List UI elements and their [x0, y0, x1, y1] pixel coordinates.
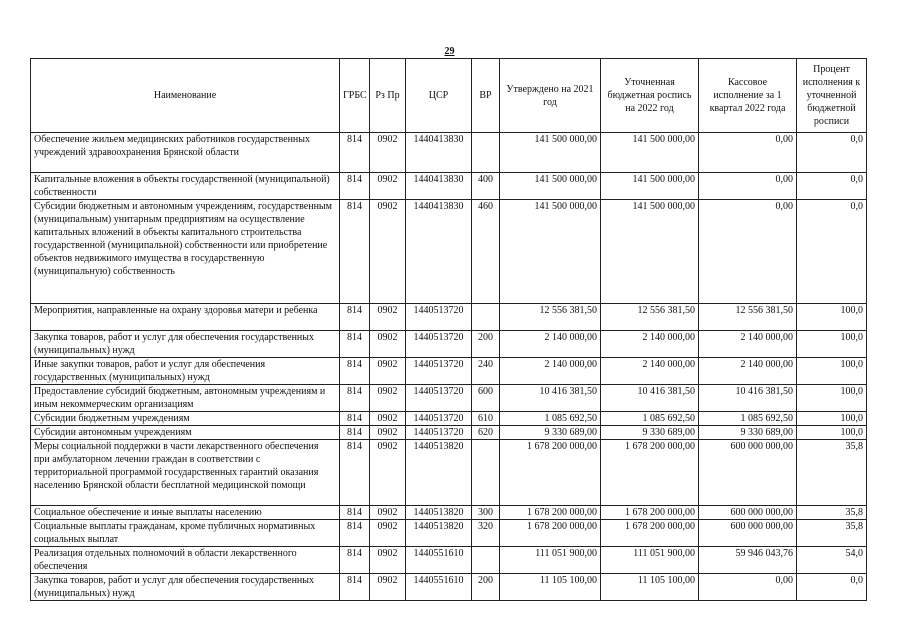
cell-rzpr: 0902	[370, 440, 406, 506]
table-header-row	[31, 59, 867, 133]
budget-execution-table	[30, 58, 867, 601]
cell-approved: 141 500 000,00	[500, 200, 601, 304]
cell-csr: 1440513820	[406, 520, 472, 547]
cell-csr: 1440551610	[406, 547, 472, 574]
cell-rzpr: 0902	[370, 506, 406, 520]
cell-refined: 9 330 689,00	[601, 426, 699, 440]
cell-csr: 1440513720	[406, 331, 472, 358]
cell-rzpr: 0902	[370, 520, 406, 547]
header-name: Наименование	[31, 59, 340, 133]
table-row	[31, 506, 867, 520]
cell-vr	[472, 133, 500, 173]
cell-approved: 141 500 000,00	[500, 133, 601, 173]
cell-cash: 1 085 692,50	[699, 412, 797, 426]
cell-grbs: 814	[340, 200, 370, 304]
cell-percent: 100,0	[797, 385, 867, 412]
cell-refined: 11 105 100,00	[601, 574, 699, 601]
cell-refined: 12 556 381,50	[601, 304, 699, 331]
cell-refined: 2 140 000,00	[601, 331, 699, 358]
cell-vr: 200	[472, 331, 500, 358]
cell-rzpr: 0902	[370, 385, 406, 412]
cell-vr: 300	[472, 506, 500, 520]
cell-grbs: 814	[340, 547, 370, 574]
table-row	[31, 358, 867, 385]
cell-rzpr: 0902	[370, 547, 406, 574]
cell-cash: 600 000 000,00	[699, 440, 797, 506]
cell-grbs: 814	[340, 440, 370, 506]
table-row	[31, 385, 867, 412]
cell-cash: 10 416 381,50	[699, 385, 797, 412]
cell-rzpr: 0902	[370, 304, 406, 331]
header-percent: Процент исполнения к уточненной бюджетной росписи	[797, 59, 867, 133]
cell-cash: 2 140 000,00	[699, 358, 797, 385]
cell-grbs: 814	[340, 173, 370, 200]
cell-csr: 1440413830	[406, 133, 472, 173]
cell-grbs: 814	[340, 520, 370, 547]
cell-approved: 111 051 900,00	[500, 547, 601, 574]
cell-refined: 141 500 000,00	[601, 173, 699, 200]
cell-name: Капитальные вложения в объекты государственной (муниципальной) собственности	[31, 173, 340, 200]
cell-percent: 100,0	[797, 426, 867, 440]
cell-vr	[472, 547, 500, 574]
cell-percent: 100,0	[797, 358, 867, 385]
cell-vr: 320	[472, 520, 500, 547]
header-cash: Кассовое исполнение за 1 квартал 2022 года	[699, 59, 797, 133]
cell-refined: 1 678 200 000,00	[601, 520, 699, 547]
cell-csr: 1440413830	[406, 200, 472, 304]
cell-name: Субсидии бюджетным учреждениям	[31, 412, 340, 426]
table-row	[31, 520, 867, 547]
cell-approved: 1 678 200 000,00	[500, 520, 601, 547]
cell-vr: 620	[472, 426, 500, 440]
cell-csr: 1440513720	[406, 426, 472, 440]
cell-refined: 10 416 381,50	[601, 385, 699, 412]
cell-cash: 2 140 000,00	[699, 331, 797, 358]
cell-refined: 1 085 692,50	[601, 412, 699, 426]
cell-cash: 600 000 000,00	[699, 520, 797, 547]
cell-cash: 0,00	[699, 173, 797, 200]
cell-name: Закупка товаров, работ и услуг для обеспечения государственных (муниципальных) нужд	[31, 574, 340, 601]
table-row	[31, 173, 867, 200]
cell-approved: 11 105 100,00	[500, 574, 601, 601]
table-row	[31, 426, 867, 440]
cell-refined: 141 500 000,00	[601, 133, 699, 173]
cell-approved: 1 678 200 000,00	[500, 506, 601, 520]
cell-grbs: 814	[340, 133, 370, 173]
cell-percent: 100,0	[797, 331, 867, 358]
cell-cash: 0,00	[699, 133, 797, 173]
cell-cash: 9 330 689,00	[699, 426, 797, 440]
cell-refined: 141 500 000,00	[601, 200, 699, 304]
cell-refined: 1 678 200 000,00	[601, 440, 699, 506]
cell-vr: 400	[472, 173, 500, 200]
cell-approved: 2 140 000,00	[500, 358, 601, 385]
cell-percent: 35,8	[797, 440, 867, 506]
cell-rzpr: 0902	[370, 133, 406, 173]
cell-grbs: 814	[340, 358, 370, 385]
cell-csr: 1440513820	[406, 506, 472, 520]
cell-csr: 1440513720	[406, 358, 472, 385]
header-grbs: ГРБС	[340, 59, 370, 133]
cell-vr	[472, 304, 500, 331]
cell-csr: 1440513820	[406, 440, 472, 506]
header-refined: Уточненная бюджетная роспись на 2022 год	[601, 59, 699, 133]
cell-percent: 54,0	[797, 547, 867, 574]
cell-refined: 2 140 000,00	[601, 358, 699, 385]
table-row	[31, 200, 867, 304]
cell-name: Реализация отдельных полномочий в области лекарственного обеспечения	[31, 547, 340, 574]
table-row	[31, 440, 867, 506]
cell-rzpr: 0902	[370, 331, 406, 358]
cell-rzpr: 0902	[370, 358, 406, 385]
cell-name: Субсидии автономным учреждениям	[31, 426, 340, 440]
cell-vr: 610	[472, 412, 500, 426]
cell-csr: 1440551610	[406, 574, 472, 601]
cell-rzpr: 0902	[370, 574, 406, 601]
cell-percent: 0,0	[797, 574, 867, 601]
cell-approved: 12 556 381,50	[500, 304, 601, 331]
cell-approved: 2 140 000,00	[500, 331, 601, 358]
cell-percent: 35,8	[797, 520, 867, 547]
cell-name: Социальное обеспечение и иные выплаты населению	[31, 506, 340, 520]
cell-csr: 1440513720	[406, 385, 472, 412]
cell-percent: 0,0	[797, 173, 867, 200]
cell-percent: 100,0	[797, 304, 867, 331]
table-row	[31, 547, 867, 574]
header-rzpr: Рз Пр	[370, 59, 406, 133]
cell-name: Обеспечение жильем медицинских работников государственных учреждений здравоохранения Брянской области	[31, 133, 340, 173]
cell-grbs: 814	[340, 331, 370, 358]
cell-vr: 200	[472, 574, 500, 601]
cell-percent: 100,0	[797, 412, 867, 426]
cell-csr: 1440413830	[406, 173, 472, 200]
cell-vr: 240	[472, 358, 500, 385]
cell-name: Закупка товаров, работ и услуг для обеспечения государственных (муниципальных) нужд	[31, 331, 340, 358]
cell-grbs: 814	[340, 304, 370, 331]
cell-name: Субсидии бюджетным и автономным учреждениям, государственным (муниципальным) унитарным предприятиям на осуществление капитальных вложений в объекты капитального строительства государственной (муниципальной) собственности или приобретение объектов недвижимого имущества в государственную (муниципальную) собственность	[31, 200, 340, 304]
cell-rzpr: 0902	[370, 173, 406, 200]
cell-approved: 141 500 000,00	[500, 173, 601, 200]
cell-refined: 1 678 200 000,00	[601, 506, 699, 520]
cell-vr: 600	[472, 385, 500, 412]
cell-percent: 0,0	[797, 200, 867, 304]
cell-grbs: 814	[340, 385, 370, 412]
cell-approved: 1 085 692,50	[500, 412, 601, 426]
cell-approved: 10 416 381,50	[500, 385, 601, 412]
cell-rzpr: 0902	[370, 412, 406, 426]
cell-refined: 111 051 900,00	[601, 547, 699, 574]
cell-percent: 0,0	[797, 133, 867, 173]
cell-csr: 1440513720	[406, 304, 472, 331]
cell-vr	[472, 440, 500, 506]
cell-grbs: 814	[340, 412, 370, 426]
header-approved: Утверждено на 2021 год	[500, 59, 601, 133]
cell-cash: 600 000 000,00	[699, 506, 797, 520]
cell-cash: 0,00	[699, 574, 797, 601]
cell-approved: 1 678 200 000,00	[500, 440, 601, 506]
cell-percent: 35,8	[797, 506, 867, 520]
cell-name: Меры социальной поддержки в части лекарственного обеспечения при амбулаторном лечении граждан в соответствии с территориальной программой государственных гарантий оказания населению Брянской области бесплатной медицинской помощи	[31, 440, 340, 506]
table-row	[31, 574, 867, 601]
cell-cash: 59 946 043,76	[699, 547, 797, 574]
cell-grbs: 814	[340, 574, 370, 601]
table-row	[31, 412, 867, 426]
cell-rzpr: 0902	[370, 200, 406, 304]
cell-name: Иные закупки товаров, работ и услуг для обеспечения государственных (муниципальных) нужд	[31, 358, 340, 385]
cell-grbs: 814	[340, 506, 370, 520]
table-row	[31, 304, 867, 331]
cell-name: Мероприятия, направленные на охрану здоровья матери и ребенка	[31, 304, 340, 331]
cell-grbs: 814	[340, 426, 370, 440]
header-csr: ЦСР	[406, 59, 472, 133]
cell-csr: 1440513720	[406, 412, 472, 426]
cell-vr: 460	[472, 200, 500, 304]
table-row	[31, 331, 867, 358]
page-number: 29	[444, 46, 455, 57]
cell-cash: 12 556 381,50	[699, 304, 797, 331]
table-row	[31, 133, 867, 173]
cell-name: Предоставление субсидий бюджетным, автономным учреждениям и иным некоммерческим организациям	[31, 385, 340, 412]
cell-cash: 0,00	[699, 200, 797, 304]
cell-name: Социальные выплаты гражданам, кроме публичных нормативных социальных выплат	[31, 520, 340, 547]
cell-approved: 9 330 689,00	[500, 426, 601, 440]
cell-rzpr: 0902	[370, 426, 406, 440]
header-vr: ВР	[472, 59, 500, 133]
